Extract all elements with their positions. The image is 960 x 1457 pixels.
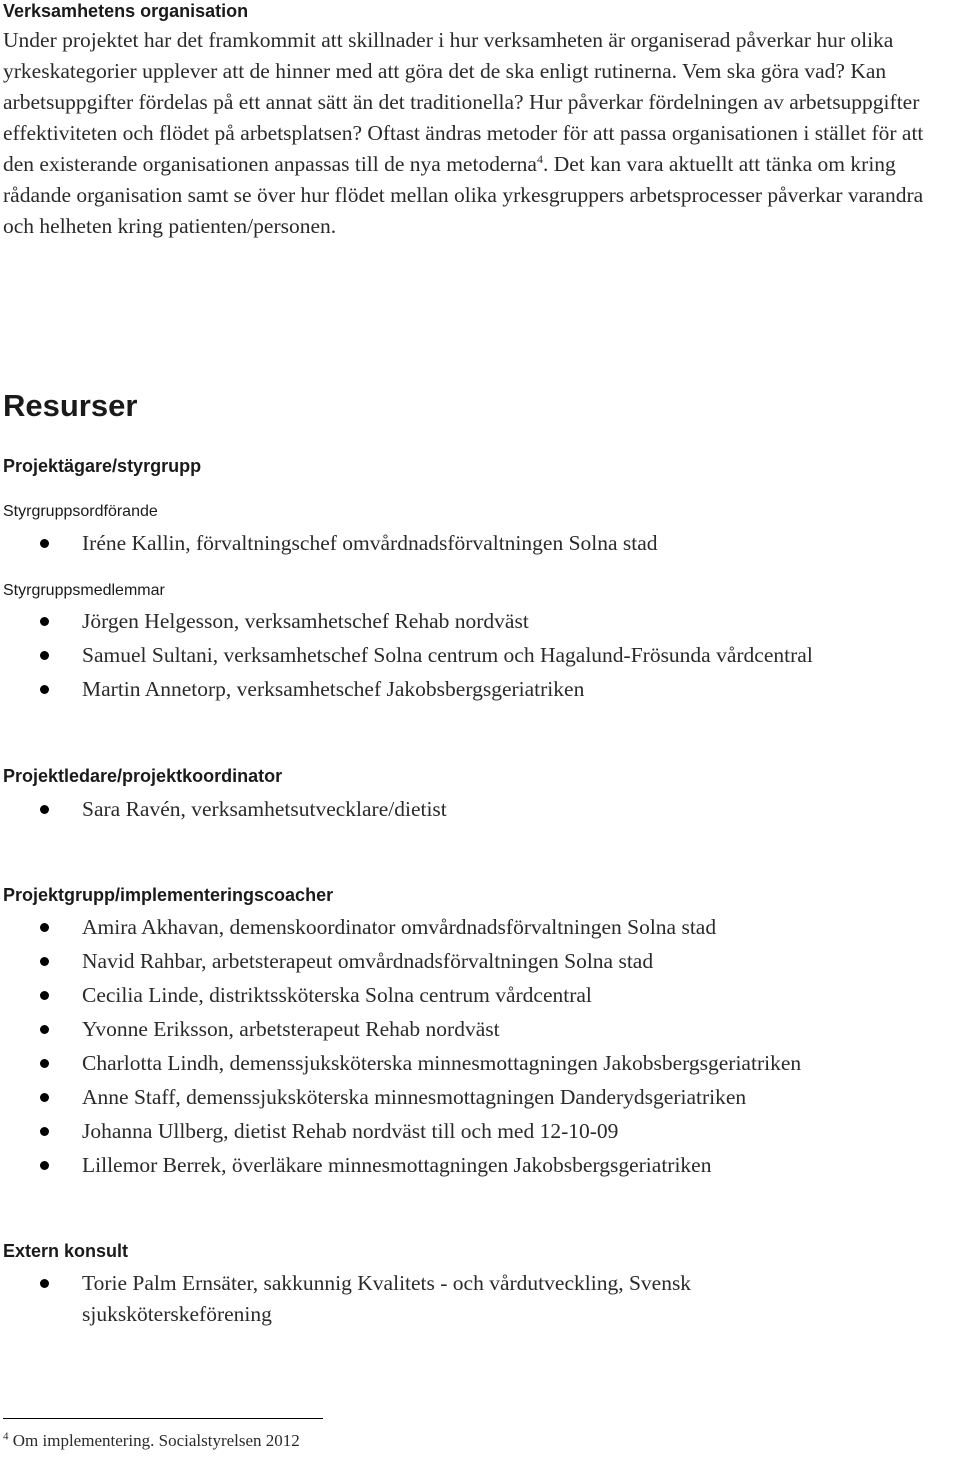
members-label: Styrgruppsmedlemmar bbox=[3, 582, 165, 599]
bullet-icon bbox=[40, 991, 49, 1000]
list-item-text: Amira Akhavan, demenskoordinator omvårdnadsförvaltningen Solna stad bbox=[82, 915, 717, 939]
list-item bbox=[0, 910, 801, 944]
list-item bbox=[0, 1148, 801, 1182]
list-item bbox=[0, 1114, 801, 1148]
list-item bbox=[0, 1046, 801, 1080]
list-item bbox=[0, 944, 801, 978]
bullet-icon bbox=[40, 1025, 49, 1034]
members-list bbox=[0, 604, 813, 706]
footnote-text: Om implementering. Socialstyrelsen 2012 bbox=[8, 1431, 300, 1450]
list-item-text: Jörgen Helgesson, verksamhetschef Rehab nordväst bbox=[82, 609, 529, 633]
list-item-text: Johanna Ullberg, dietist Rehab nordväst till och med 12-10-09 bbox=[82, 1119, 619, 1143]
list-item bbox=[0, 1012, 801, 1046]
org-section-heading: Verksamhetens organisation bbox=[3, 1, 249, 21]
list-item-text: Navid Rahbar, arbetsterapeut omvårdnadsförvaltningen Solna stad bbox=[82, 949, 654, 973]
list-item-text: Yvonne Eriksson, arbetsterapeut Rehab nordväst bbox=[82, 1017, 500, 1041]
bullet-icon bbox=[40, 957, 49, 966]
chair-label: Styrgruppsordförande bbox=[3, 503, 158, 520]
list-item bbox=[0, 1268, 862, 1330]
bullet-icon bbox=[40, 805, 49, 814]
external-consultant-list bbox=[0, 1268, 862, 1330]
bullet-icon bbox=[40, 1279, 49, 1288]
list-item-text: Cecilia Linde, distriktssköterska Solna centrum vårdcentral bbox=[82, 983, 592, 1007]
bullet-icon bbox=[40, 923, 49, 932]
resources-heading: Resurser bbox=[3, 388, 138, 423]
list-item bbox=[0, 792, 447, 826]
chair-list bbox=[0, 526, 658, 560]
footnote bbox=[3, 1431, 300, 1451]
external-consultant-heading: Extern konsult bbox=[3, 1241, 129, 1261]
footnote-marker: 4 bbox=[3, 1430, 9, 1443]
owner-group-heading: Projektägare/styrgrupp bbox=[3, 456, 202, 476]
bullet-icon bbox=[40, 1093, 49, 1102]
list-item-text: Samuel Sultani, verksamhetschef Solna centrum och Hagalund-Frösunda vårdcentral bbox=[82, 643, 813, 667]
list-item-text: Anne Staff, demenssjuksköterska minnesmottagningen Danderydsgeriatriken bbox=[82, 1085, 747, 1109]
bullet-icon bbox=[40, 651, 49, 660]
list-item bbox=[0, 526, 658, 560]
footnote-reference[interactable]: 4 bbox=[536, 151, 543, 166]
bullet-icon bbox=[40, 1161, 49, 1170]
list-item bbox=[0, 604, 813, 638]
list-item-text: Martin Annetorp, verksamhetschef Jakobsbergsgeriatriken bbox=[82, 677, 585, 701]
list-item-text: Sara Ravén, verksamhetsutvecklare/dietist bbox=[82, 797, 447, 821]
list-item-text: Iréne Kallin, förvaltningschef omvårdnadsförvaltningen Solna stad bbox=[82, 531, 658, 555]
org-section-paragraph bbox=[3, 25, 953, 242]
bullet-icon bbox=[40, 1127, 49, 1136]
footnote-divider bbox=[3, 1418, 323, 1419]
list-item bbox=[0, 978, 801, 1012]
list-item-text: Charlotta Lindh, demenssjuksköterska minnesmottagningen Jakobsbergsgeriatriken bbox=[82, 1051, 802, 1075]
list-item-text: Lillemor Berrek, överläkare minnesmottagningen Jakobsbergsgeriatriken bbox=[82, 1153, 712, 1177]
list-item bbox=[0, 1080, 801, 1114]
bullet-icon bbox=[40, 539, 49, 548]
bullet-icon bbox=[40, 1059, 49, 1068]
project-lead-list bbox=[0, 792, 447, 826]
paragraph-text-part-2: . Det kan vara aktuellt att tänka om kring rådande organisation samt se över hur flödet mellan olika yrkesgruppers arbetsprocesser påverkar varandra och helheten kring patienten/personen. bbox=[3, 152, 924, 238]
list-item bbox=[0, 638, 813, 672]
list-item-text: Torie Palm Ernsäter, sakkunnig Kvalitets - och vårdutveckling, Svensk sjuksköterskeförening bbox=[82, 1271, 692, 1326]
bullet-icon bbox=[40, 685, 49, 694]
project-lead-heading: Projektledare/projektkoordinator bbox=[3, 766, 283, 786]
project-group-heading: Projektgrupp/implementeringscoacher bbox=[3, 885, 334, 905]
project-group-list bbox=[0, 910, 801, 1182]
list-item bbox=[0, 672, 813, 706]
paragraph-text-part-1: Under projektet har det framkommit att skillnader i hur verksamheten är organiserad påverkar hur olika yrkeskategorier upplever att de hinner med att göra det de ska enligt rutinerna. Vem ska göra vad? Kan arbetsuppgifter fördelas på ett annat sätt än det traditionella? Hur påverkar fördelningen av arbetsuppgifter effektiviteten och flödet på arbetsplatsen? Oftast ändras metoder för att passa organisationen i stället för att den existerande organisationen anpassas till de nya metoderna bbox=[3, 28, 924, 176]
bullet-icon bbox=[40, 617, 49, 626]
